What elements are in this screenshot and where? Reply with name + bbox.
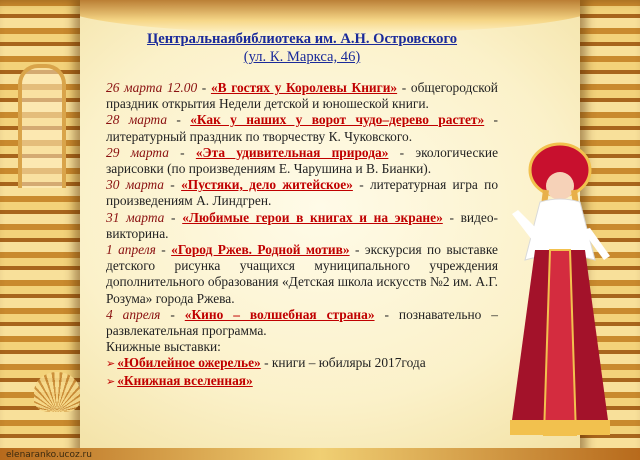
- event-date: 1 апреля: [106, 242, 156, 258]
- event-date: 28 марта: [106, 112, 168, 128]
- event-date: 29 марта: [106, 144, 169, 160]
- bottom-border: [0, 448, 640, 460]
- event-description: - литературная игра по произведениям А. Линдгрен.: [106, 177, 499, 209]
- exhibition-item: [106, 355, 498, 372]
- top-ornament: [60, 0, 600, 34]
- library-address: (ул. К. Маркса, 46): [243, 49, 361, 65]
- event-title: «Город Ржев. Родной мотив»: [171, 242, 350, 258]
- arrow-bullet-icon: ➢: [106, 358, 116, 371]
- event-date: 30 марта: [106, 177, 164, 193]
- event-item: 28 марта - «Как у наших у ворот чудо–дерево растет» - литературный праздник по творчеству К. Чуковского.: [106, 112, 499, 144]
- exhibition-title: «Книжная вселенная»: [117, 372, 253, 388]
- event-title: «Эта удивительная природа»: [195, 144, 389, 160]
- exhibition-item: [106, 373, 498, 390]
- event-title: «Кино – волшебная страна»: [184, 306, 375, 322]
- exhibition-title: «Юбилейное ожерелье»: [117, 355, 261, 371]
- library-title: Центральнаябиблиотека им. А.Н. Островского: [146, 31, 458, 47]
- event-description: - литературный праздник по творчеству К. Чуковского.: [106, 112, 499, 144]
- event-list: [106, 30, 498, 390]
- event-description: - экологические зарисовки (по произведениям Е. Чарушина и В. Бианки).: [106, 144, 499, 177]
- site-watermark: elenaranko.ucoz.ru: [6, 450, 92, 460]
- window-ornament: [18, 64, 66, 188]
- event-description: - экскурсия по выставке детского рисунка учащихся муниципального учреждения дополнительного образования «Детская школа искусств №2 им. А.Г. Розума» города Ржева.: [106, 242, 498, 306]
- event-item: 29 марта - «Эта удивительная природа» - экологические зарисовки (по произведениям Е. Чарушина и В. Бианки).: [106, 144, 499, 177]
- event-description: - общегородской праздник открытия Недели детской и юношеской книги.: [106, 80, 498, 112]
- russian-girl-illustration: [500, 140, 620, 440]
- event-item: 26 марта 12.00 - «В гостях у Королевы Книги» - общегородской праздник открытия Недели детской и юношеской книги.: [106, 80, 498, 112]
- event-item: 30 марта - «Пустяки, дело житейское» - литературная игра по произведениям А. Линдгрен.: [106, 177, 499, 209]
- event-title: «Как у наших у ворот чудо–дерево растет»: [190, 112, 485, 128]
- event-item: 1 апреля - «Город Ржев. Родной мотив» - экскурсия по выставке детского рисунка учащихся муниципального учреждения дополнительного образования «Детская школа искусств №2 им. А.Г. Розума» города Ржева.: [106, 242, 498, 306]
- event-description: - познавательно – развлекательная программа.: [106, 306, 498, 339]
- event-date: 4 апреля: [106, 306, 161, 322]
- event-item: 4 апреля - «Кино – волшебная страна» - познавательно – развлекательная программа.: [106, 306, 498, 339]
- event-title: «Любимые герои в книгах и на экране»: [182, 209, 443, 225]
- event-date: 26 марта 12.00: [106, 80, 198, 95]
- event-title: «В гостях у Королевы Книги»: [210, 80, 398, 95]
- event-item: 31 марта - «Любимые герои в книгах и на экране» - видео-викторина.: [106, 209, 498, 241]
- event-date: 31 марта: [106, 209, 165, 225]
- shell-ornament: [34, 372, 80, 412]
- exhibition-description: - книги – юбиляры 2017года: [260, 355, 426, 371]
- exhibitions-heading: Книжные выставки:: [106, 339, 221, 355]
- event-description: - видео-викторина.: [106, 209, 498, 241]
- arrow-bullet-icon: ➢: [106, 375, 116, 388]
- event-title: «Пустяки, дело житейское»: [181, 177, 353, 193]
